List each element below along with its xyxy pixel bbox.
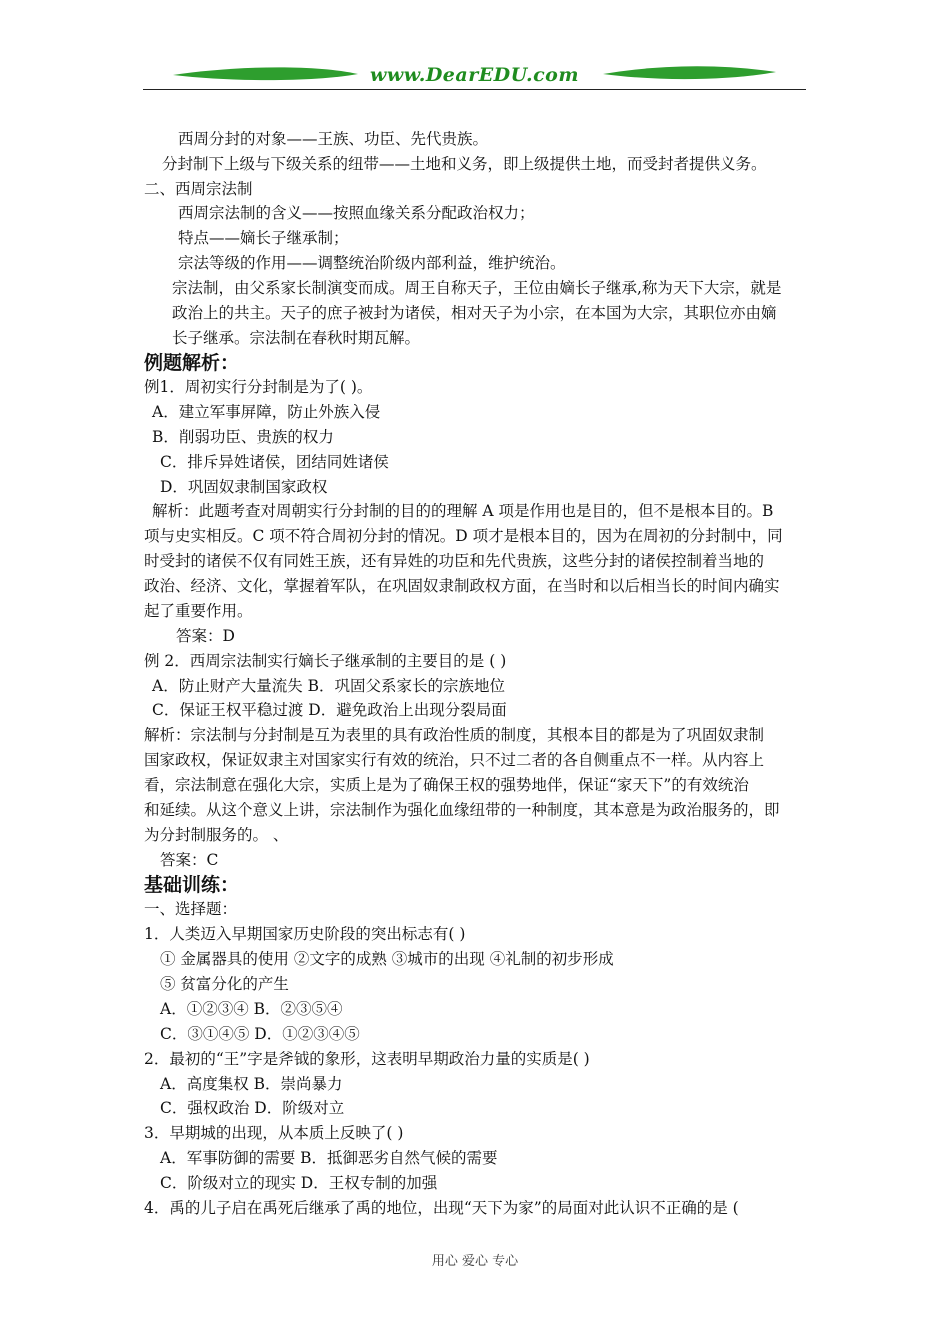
option-row: ① 金属器具的使用 ②文字的成熟 ③城市的出现 ④礼制的初步形成 [160,950,614,968]
option-row: A．军事防御的需要 B．抵御恶劣自然气候的需要 [160,1149,498,1167]
question-stem: 4．禹的儿子启在禹死后继承了禹的地位，出现“天下为家”的局面对此认识不正确的是 ( [144,1199,739,1217]
option: C．排斥异姓诸侯，团结同姓诸侯 [160,453,389,471]
option-row: C．阶级对立的现实 D．王权专制的加强 [160,1174,438,1192]
analysis-line: 起了重要作用。 [144,602,253,620]
question-stem: 1．人类迈入早期国家历史阶段的突出标志有( ) [144,925,466,943]
header-rule [143,89,806,90]
page-header [143,62,806,92]
page-footer: 用心 爱心 专心 [431,1254,519,1269]
question-stem: 例1．周初实行分封制是为了( )。 [144,378,373,396]
option-row: C．保证王权平稳过渡 D．避免政治上出现分裂局面 [152,701,507,719]
text-line: 政治上的共主。天子的庶子被封为诸侯，相对天子为小宗，在本国为大宗，其职位亦由嫡 [172,304,777,322]
section-title: 二、西周宗法制 [144,180,253,198]
heading-examples: 例题解析： [144,352,240,374]
option-row: A．高度集权 B．崇尚暴力 [160,1075,343,1093]
option: B．削弱功臣、贵族的权力 [152,428,334,446]
analysis-line: 政治、经济、文化，掌握着军队，在巩固奴隶制政权方面，在当时和以后相当长的时间内确实 [144,577,780,595]
option-row: C．③①④⑤ D．①②③④⑤ [160,1025,360,1043]
section-title: 一、选择题： [144,900,238,918]
question-stem: 2．最初的“王”字是斧钺的象形，这表明早期政治力量的实质是( ) [144,1050,590,1068]
text-line: 西周分封的对象——王族、功臣、先代贵族。 [178,130,489,148]
analysis-line: 解析：此题考查对周朝实行分封制的目的的理解 A 项是作用也是目的，但不是根本目的。B [152,502,774,520]
heading-basic-training: 基础训练： [144,874,240,896]
text-line: 长子继承。宗法制在春秋时期瓦解。 [172,329,421,347]
option-row: C．强权政治 D．阶级对立 [160,1099,345,1117]
site-logo-text: www.DearEDU.com [370,64,579,86]
text-line: 宗法制，由父系家长制演变而成。周王自称天子，王位由嫡长子继承,称为天下大宗，就是 [172,279,782,297]
option-row: A．防止财产大量流失 B．巩固父系家长的宗族地位 [152,677,506,695]
text-line: 特点——嫡长子继承制； [178,229,349,247]
option-row: A．①②③④ B．②③⑤④ [160,1000,343,1018]
analysis-line: 项与史实相反。C 项不符合周初分封的情况。D 项才是根本目的，因为在周初的分封制中，同 [144,527,783,545]
analysis-line: 时受封的诸侯不仅有同姓王族，还有异姓的功臣和先代贵族，这些分封的诸侯控制着当地的 [144,552,765,570]
option: A．建立军事屏障，防止外族入侵 [152,403,381,421]
text-line: 西周宗法制的含义——按照血缘关系分配政治权力； [178,204,535,222]
question-stem: 3．早期城的出现，从本质上反映了( ) [144,1124,404,1142]
analysis-line: 解析：宗法制与分封制是互为表里的具有政治性质的制度，其根本目的都是为了巩固奴隶制 [144,726,765,744]
analysis-line: 为分封制服务的。 、 [144,826,289,844]
option: D．巩固奴隶制国家政权 [160,478,328,496]
answer-line: 答案：C [160,851,219,869]
text-line: 分封制下上级与下级关系的纽带——土地和义务，即上级提供土地，而受封者提供义务。 [162,155,767,173]
option-row: ⑤ 贫富分化的产生 [160,975,289,993]
text-line: 宗法等级的作用——调整统治阶级内部利益，维护统治。 [178,254,566,272]
analysis-line: 看，宗法制意在强化大宗，实质上是为了确保王权的强势地伴，保证“家天下”的有效统治 [144,776,749,794]
analysis-line: 和延续。从这个意义上讲，宗法制作为强化血缘纽带的一种制度，其本意是为政治服务的，即 [144,801,780,819]
analysis-line: 国家政权，保证奴隶主对国家实行有效的统治，只不过二者的各自侧重点不一样。从内容上 [144,751,765,769]
question-stem: 例 2．西周宗法制实行嫡长子继承制的主要目的是 ( ) [144,652,507,670]
answer-line: 答案：D [176,627,235,645]
